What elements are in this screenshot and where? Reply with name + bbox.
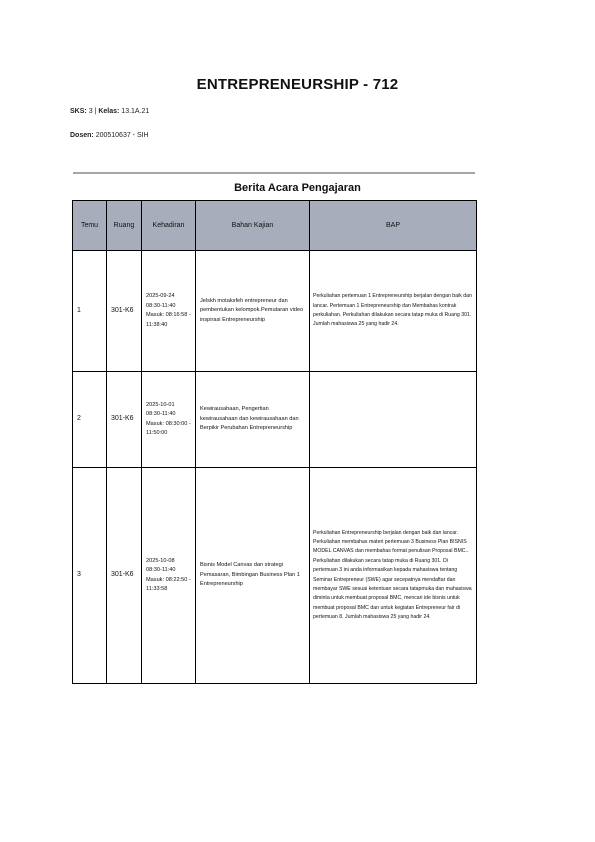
kelas-label: Kelas: xyxy=(98,108,120,115)
header-kehadiran: Kehadiran xyxy=(142,201,196,251)
header-bahan-kajian: Bahan Kajian xyxy=(196,201,310,251)
header-bap: BAP xyxy=(310,201,477,251)
lecturer-meta xyxy=(70,132,149,139)
cell-ruang: 301-K6 xyxy=(107,468,142,684)
cell-kehadiran: 2025-10-08 08:30-11:40 Masuk: 08:22:50 - 11:33:58 xyxy=(142,468,196,684)
header-ruang: Ruang xyxy=(107,201,142,251)
dosen-label: Dosen: xyxy=(70,132,94,139)
table-row xyxy=(73,251,477,372)
sks-label: SKS: xyxy=(70,108,87,115)
table-row xyxy=(73,372,477,468)
course-meta xyxy=(70,108,149,115)
bap-table xyxy=(72,200,477,684)
cell-bap xyxy=(310,372,477,468)
cell-bahan-kajian: Bisnis Model Canvas dan strategi Pemasaran, Bimbingan Business Plan 1 Entrepreneurship xyxy=(196,468,310,684)
cell-bahan-kajian: Kewirausahaan, Pengertian kewirausahaan dan kewirausahaan dan Berpikir Perubahan Entrepreneurship xyxy=(196,372,310,468)
divider xyxy=(73,172,475,174)
cell-ruang: 301-K6 xyxy=(107,251,142,372)
table-row xyxy=(73,468,477,684)
dosen-value: 200510637 - SIH xyxy=(95,132,149,139)
section-title: Berita Acara Pengajaran xyxy=(234,182,361,194)
cell-ruang: 301-K6 xyxy=(107,372,142,468)
cell-temu: 2 xyxy=(73,372,107,468)
sks-value: 3 xyxy=(88,108,93,115)
cell-kehadiran: 2025-09-24 08:30-11:40 Masuk: 08:16:58 - 11:38:40 xyxy=(142,251,196,372)
cell-temu: 3 xyxy=(73,468,107,684)
cell-temu: 1 xyxy=(73,251,107,372)
kelas-value: 13.1A.21 xyxy=(121,108,150,115)
header-temu: Temu xyxy=(73,201,107,251)
table-header-row xyxy=(73,201,477,251)
meta-separator: | xyxy=(94,108,97,115)
cell-bahan-kajian: Jelskh motaksfeh entrepreneur dan pembentukan kelompok.Pemutaran video inspirasi Entrepreneurship xyxy=(196,251,310,372)
cell-bap: Perkuliahan pertemuan 1 Entrepreneurship berjalan dengan baik dan lancar. Pertemuan 1 Entrepreneurship dan Membahas kontrak perkuliahan. Perkuliahan dilakukan secara tatap muka di Ruang 301. Jumlah mahasiswa 25 yang hadir 24. xyxy=(310,251,477,372)
page-title: ENTREPRENEURSHIP - 712 xyxy=(196,76,399,93)
cell-bap: Perkuliahan Entrepreneurship berjalan dengan baik dan lancar. Perkuliahan membahas materi pertemuan 3 Business Plan BISNIS MODEL CANVAS dan membahas format penulisan Proposal BMC.. Perkuliahan dilakukan secara tatap muka di Ruang 301. Di pertemuan 3 ini anda informasikan kepada mahasiswa tentang Seminar Entrepreneur (SWE) agar secepatnya mendaftar dan membayar SWE sesuai ketentuan secara tatapmuka dan mahasiswa diminta untuk membuat proposal BMC, mencari ide bisnis untuk membuat proposal BMC dan untuk kegiatan Entrepreneur fair di pertemuan 8. Jumlah mahasiswa 25 yang hadir 24. xyxy=(310,468,477,684)
cell-kehadiran: 2025-10-01 08:30-11:40 Masuk: 08:30:00 - 11:50:00 xyxy=(142,372,196,468)
